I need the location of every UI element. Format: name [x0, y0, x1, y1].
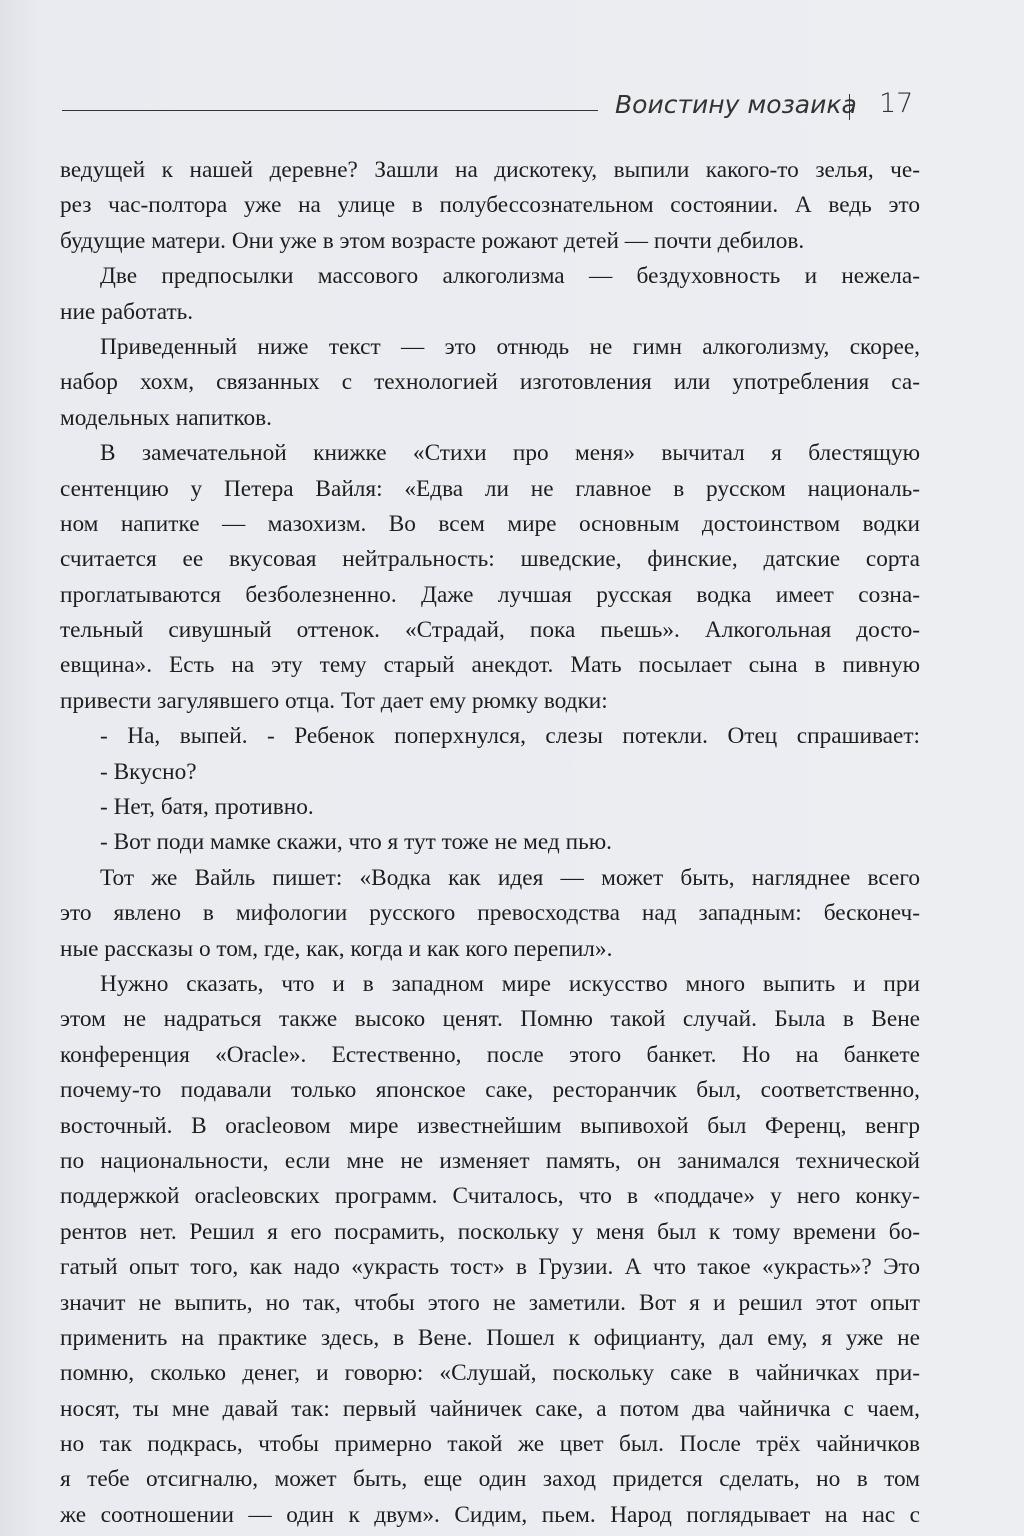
text-line: но так подкрась, чтобы примерно такой же цвет был. После трёх чайничков: [60, 1431, 920, 1458]
text-line: ведущей к нашей деревне? Зашли на дискотеку, выпили какого-то зелья, че-: [60, 157, 920, 183]
text-line: восточный. В oracleовом мире известнейшим выпивохой был Ференц, венгр: [60, 1112, 920, 1139]
text-line: же соотношении — один к двум». Сидим, пьем. Народ поглядывает на нас с: [60, 1501, 920, 1528]
text-line: - Вкусно?: [100, 758, 197, 785]
header-separator: [849, 94, 850, 120]
header-rule: [62, 110, 598, 111]
text-line: Нужно сказать, что и в западном мире искусство много выпить и при: [100, 970, 920, 997]
text-line: почему-то подавали только японское саке, ресторанчик был, соответственно,: [60, 1077, 920, 1104]
text-line: Приведенный ниже текст — это отнюдь не гимн алкоголизму, скорее,: [100, 333, 920, 360]
text-line: ные рассказы о том, где, как, когда и как кого перепил».: [60, 935, 613, 962]
text-line: тельный сивушный оттенок. «Страдай, пока пьешь». Алкогольная досто-: [60, 617, 920, 644]
text-line: конференция «Oracle». Естественно, после этого банкет. Но на банкете: [60, 1041, 920, 1068]
text-line: значит не выпить, но так, чтобы этого не заметили. Вот я и решил этот опыт: [60, 1289, 920, 1316]
text-line: этом не надраться также высоко ценят. Помню такой случай. Была в Вене: [60, 1006, 920, 1033]
running-head-title: Воистину мозаика: [615, 90, 857, 119]
text-line: - Вот поди мамке скажи, что я тут тоже не мед пью.: [100, 829, 612, 856]
text-line: рентов нет. Решил я его посрамить, поскольку у меня был к тому времени бо-: [60, 1218, 920, 1245]
text-line: считается ее вкусовая нейтральность: шведские, финские, датские сорта: [60, 546, 920, 573]
text-line: рез час-полтора уже на улице в полубессознательном состоянии. А ведь это: [60, 192, 920, 219]
text-line: - На, выпей. - Ребенок поперхнулся, слезы потекли. Отец спрашивает:: [100, 723, 920, 750]
text-line: В замечательной книжке «Стихи про меня» вычитал я блестящую: [100, 440, 920, 467]
text-line: ном напитке — мазохизм. Во всем мире основным достоинством водки: [60, 510, 920, 537]
body-text: [60, 153, 920, 1533]
page-number: 17: [879, 88, 914, 119]
text-line: применить на практике здесь, в Вене. Пошел к официанту, дал ему, я уже не: [60, 1324, 920, 1351]
text-line: проглатываются безболезненно. Даже лучшая русская водка имеет созна-: [60, 581, 920, 608]
text-line: привести загулявшего отца. Тот дает ему рюмку водки:: [60, 687, 608, 714]
text-line: евщина». Есть на эту тему старый анекдот. Мать посылает сына в пивную: [60, 652, 920, 679]
text-line: гатый опыт того, как надо «украсть тост» в Грузии. А что такое «украсть»? Это: [60, 1254, 920, 1281]
text-line: будущие матери. Они уже в этом возрасте рожают детей — почти дебилов.: [60, 227, 805, 254]
running-head: [62, 88, 922, 128]
text-line: модельных напитков.: [60, 404, 272, 431]
text-line: Две предпосылки массового алкоголизма — бездуховность и нежела-: [100, 263, 920, 290]
text-line: я тебе отсигналю, может быть, еще один заход придется сделать, но в том: [60, 1466, 920, 1493]
text-line: носят, ты мне давай так: первый чайничек саке, а потом два чайничка с чаем,: [60, 1395, 920, 1422]
text-line: набор хохм, связанных с технологией изготовления или употребления са-: [60, 369, 920, 396]
text-line: Тот же Вайль пишет: «Водка как идея — может быть, нагляднее всего: [100, 864, 920, 891]
text-line: поддержкой oracleовских программ. Считалось, что в «поддаче» у него конку-: [60, 1183, 920, 1210]
text-line: по национальности, если мне не изменяет память, он занимался технической: [60, 1147, 920, 1174]
text-line: помню, сколько денег, и говорю: «Слушай, поскольку саке в чайничках при-: [60, 1360, 920, 1387]
text-line: - Нет, батя, противно.: [100, 794, 314, 821]
text-line: ние работать.: [60, 298, 194, 325]
text-line: это явлено в мифологии русского превосходства над западным: бесконеч-: [60, 900, 920, 927]
text-line: сентенцию у Петера Вайля: «Едва ли не главное в русском националь-: [60, 475, 920, 502]
